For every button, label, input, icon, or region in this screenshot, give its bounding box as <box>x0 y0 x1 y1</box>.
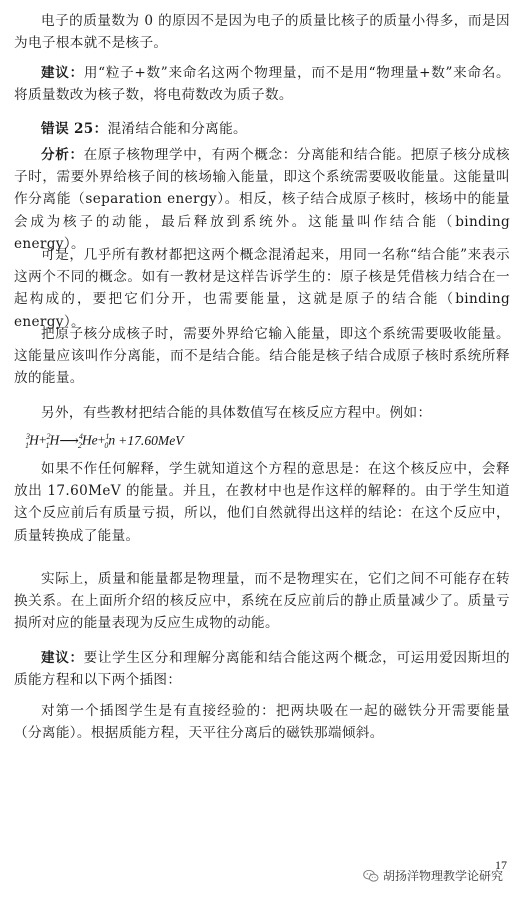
paragraph-text: 要让学生区分和理解分离能和结合能这两个概念，可运用爱因斯坦的质能方程和以下两个插图： <box>14 650 510 689</box>
paragraph-interpretation <box>14 458 510 547</box>
paragraph-electron-mass <box>14 10 510 54</box>
eq-sup: 4 <box>78 432 83 441</box>
suggestion-label: 建议： <box>41 65 84 81</box>
watermark-text: 胡扬洋物理教学论研究 <box>382 869 503 883</box>
eq-sub: 0 <box>104 441 109 451</box>
paragraph-in-fact <box>14 568 510 635</box>
eq-symbol: H <box>49 432 60 448</box>
eq-arrow: ⟶ <box>59 432 79 448</box>
paragraph-text: 如果不作任何解释，学生就知道这个方程的意思是：在这个核反应中，会释放出 17.60MeV 的能量。并且，在教材中也是作这样的解释的。由于学生知道这个反应前后有质量亏损，所以，他们自然就得出这样的结论：在这个反应中，质量转换成了能量。 <box>14 461 510 544</box>
eq-sub: 1 <box>25 441 29 451</box>
eq-sub: 2 <box>77 441 82 451</box>
eq-symbol: H <box>29 432 39 448</box>
paragraph-text: 实际上，质量和能量都是物理量，而不是物理实在，它们之间不可能存在转换关系。在上面所介绍的核反应中，系统在反应前后的静止质量减少了。质量亏损所对应的能量表现为反应生成物的动能。 <box>14 571 510 632</box>
eq-sup: 3 <box>26 432 30 441</box>
paragraph-text: 可是，几乎所有教材都把这两个概念混淆起来，用同一名称“结合能”来表示这两个不同的概念。如有一教材是这样告诉学生的：原子核是凭借核力结合在一起构成的，要把它们分开，也需要能量，这就是原子的结合能（binding energy）。 <box>14 247 510 330</box>
eq-sup: 1 <box>105 432 110 441</box>
paragraph-text: 混淆结合能和分离能。 <box>107 121 247 137</box>
paragraph-separation <box>14 323 510 390</box>
analysis-label: 分析： <box>41 147 84 163</box>
paragraph-text: 用“粒子+数”来命名这两个物理量，而不是用“物理量+数”来命名。将质量数改为核子数，将电荷数改为质子数。 <box>14 65 510 104</box>
paragraph-error-25 <box>14 118 510 140</box>
suggestion-label: 建议： <box>41 650 84 666</box>
watermark-footer <box>363 867 503 884</box>
nuclear-reaction-equation <box>26 432 184 450</box>
paragraph-text: 另外，有些教材把结合能的具体数值写在核反应方程中。例如： <box>41 405 432 421</box>
eq-plus: + <box>38 432 47 448</box>
wechat-icon <box>363 869 379 883</box>
paragraph-example-intro <box>14 402 510 424</box>
paragraph-first-figure <box>14 700 510 744</box>
eq-sub: 1 <box>45 441 50 451</box>
paragraph-text: 把原子核分成核子时，需要外界给它输入能量，即这个系统需要吸收能量。这能量应该叫作分离能，而不是结合能。结合能是核子结合成原子核时系统所释放的能量。 <box>14 326 510 387</box>
paragraph-analysis <box>14 144 510 255</box>
eq-energy: +17.60MeV <box>118 432 184 448</box>
page-number: 17 <box>495 858 507 872</box>
eq-plus: + <box>97 432 106 448</box>
paragraph-text: 电子的质量数为 0 的原因不是因为电子的质量比核子的质量小得多，而是因为电子根本就不是核子。 <box>14 13 510 52</box>
error-label: 错误 25： <box>41 121 108 137</box>
paragraph-suggestion-1 <box>14 62 510 106</box>
paragraph-textbooks-confuse <box>14 244 510 333</box>
paragraph-text: 在原子核物理学中，有两个概念：分离能和结合能。把原子核分成核子时，需要外界给核子间的核场输入能量，即这个系统需要吸收能量。这能量叫作分离能（separation energy）。相反，核子结合成原子核时，核场中的能量会成为核子的动能，最后释放到系统外。这能量叫作结合能（binding energy）。 <box>14 147 510 252</box>
eq-sup: 2 <box>46 432 51 441</box>
paragraph-suggestion-2 <box>14 647 510 691</box>
paragraph-text: 对第一个插图学生是有直接经验的：把两块吸在一起的磁铁分开需要能量（分离能）。根据质能方程，天平往分离后的磁铁那端倾斜。 <box>14 703 510 742</box>
eq-symbol: He <box>81 432 98 448</box>
eq-symbol: n <box>108 432 116 448</box>
